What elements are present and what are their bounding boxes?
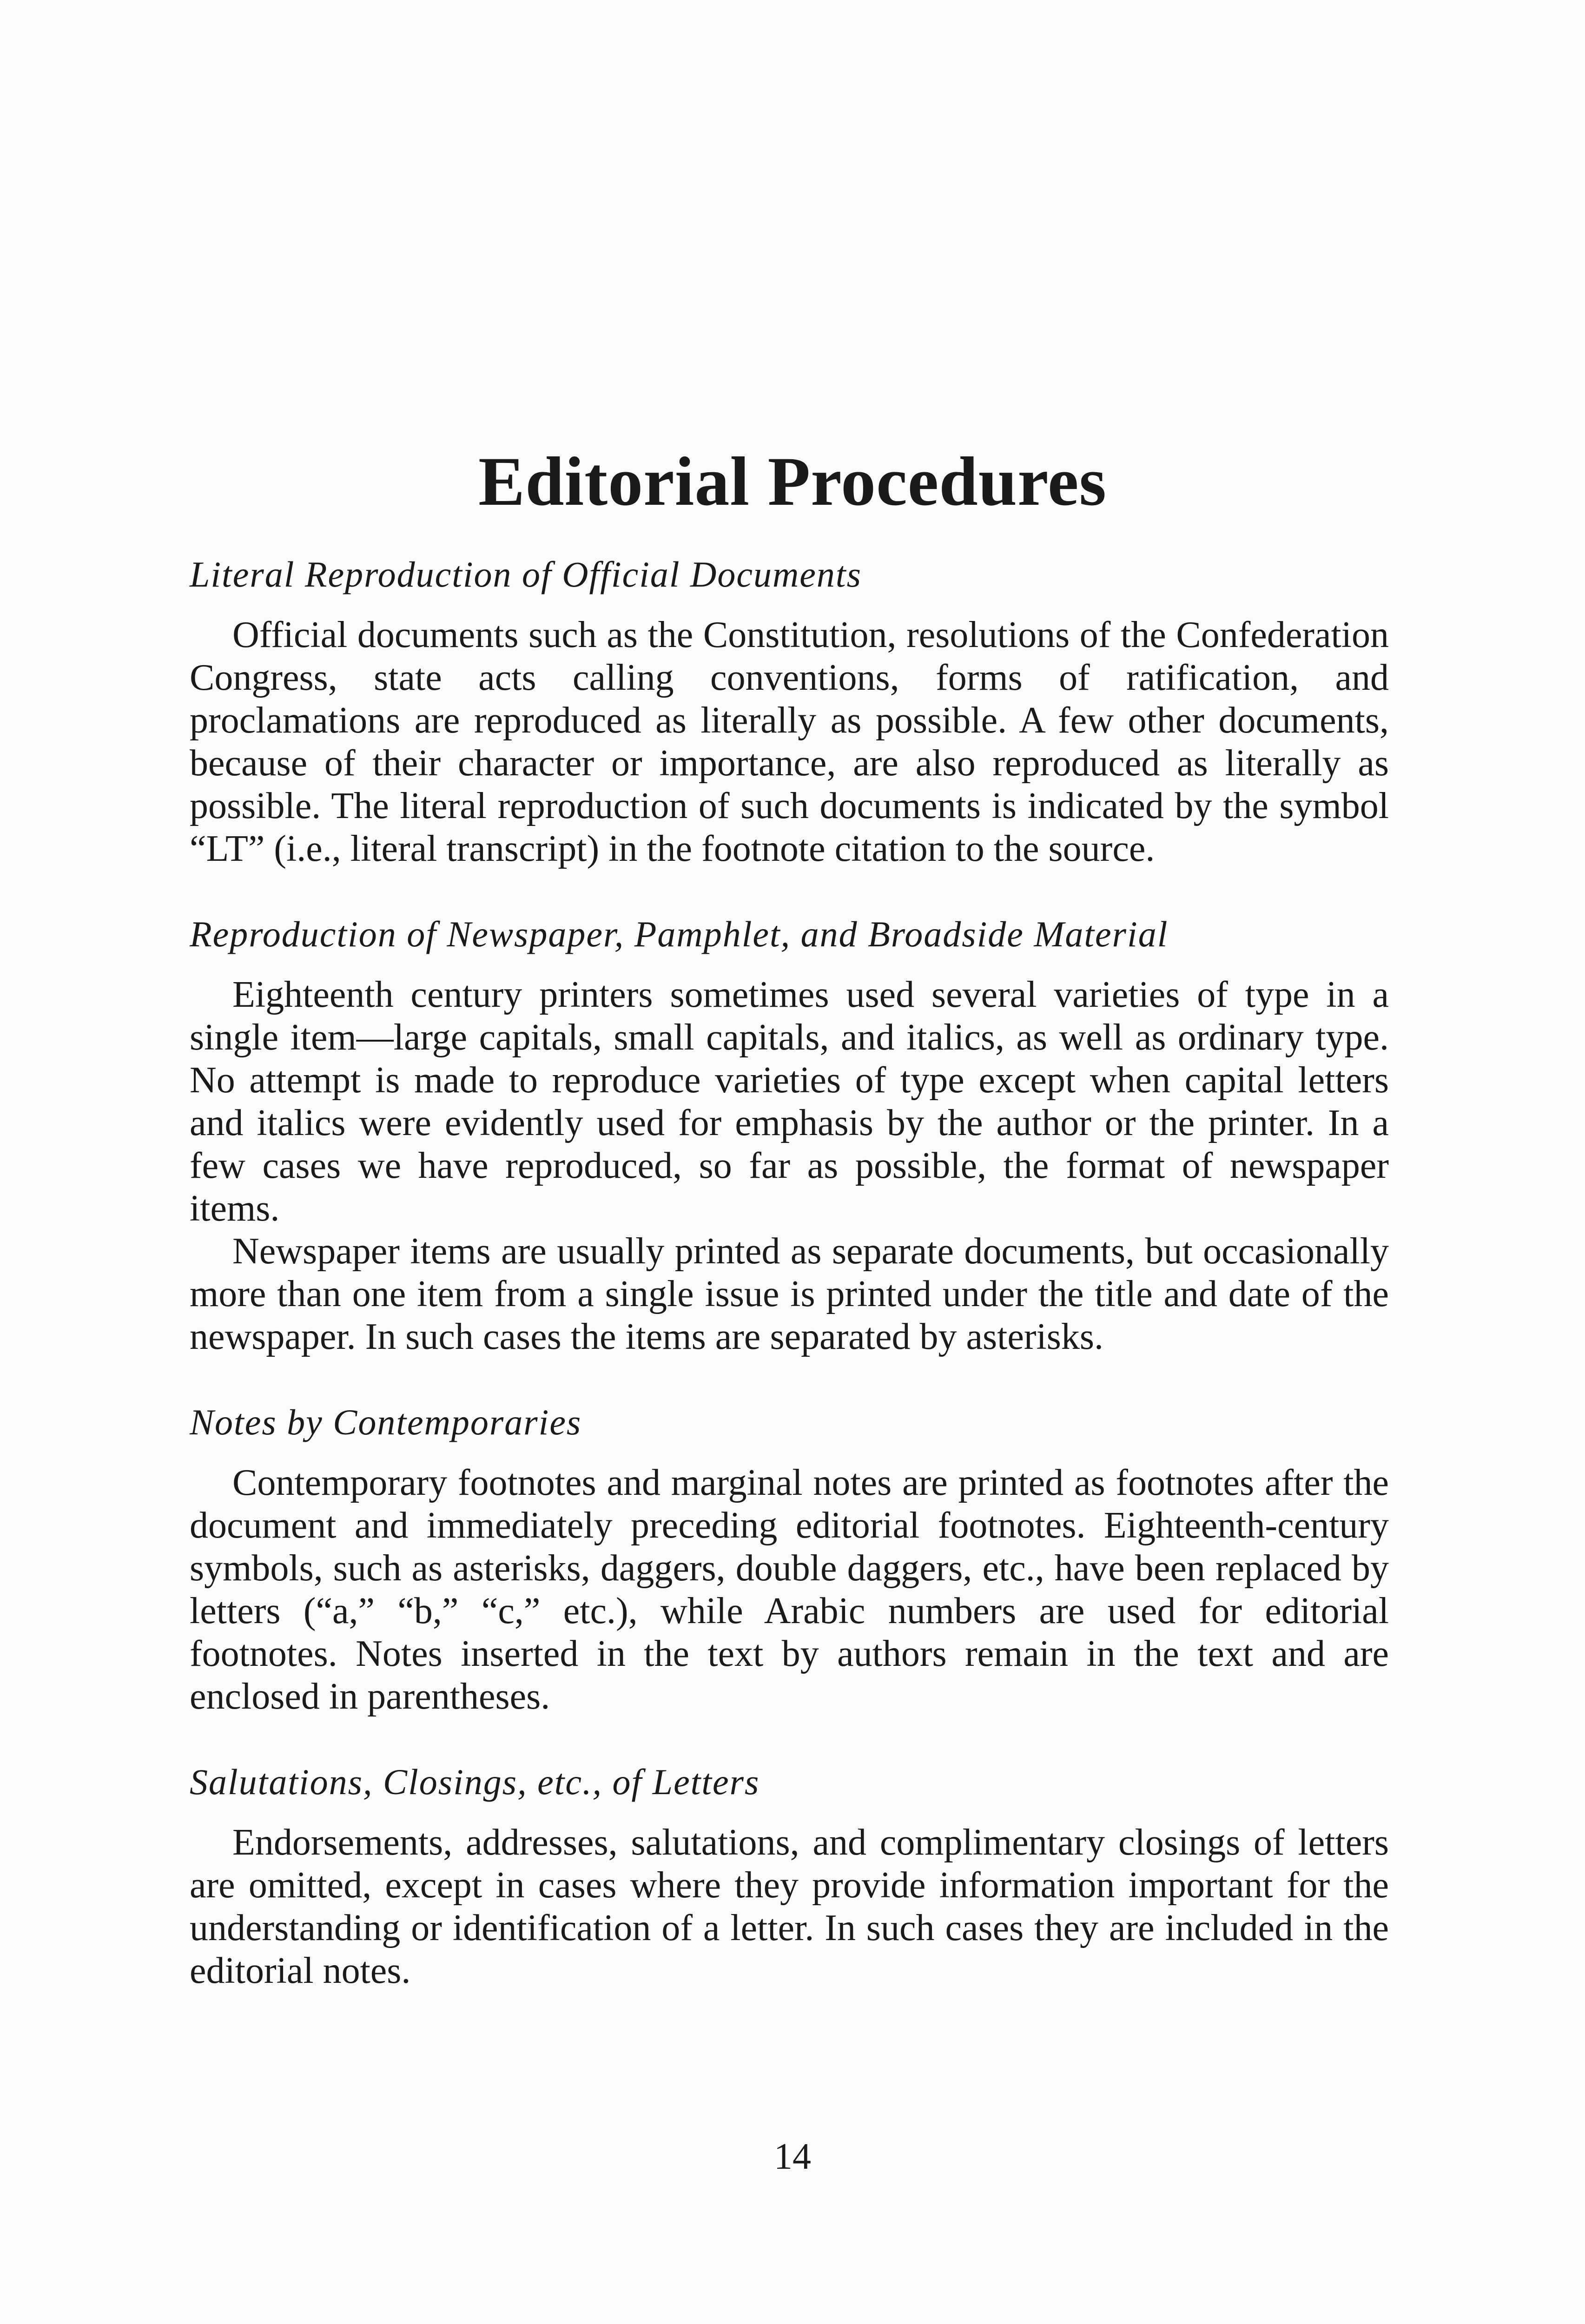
paragraph: Eighteenth century printers sometimes used several varieties of type in a single item—large capitals, small capitals, and italics, as well as ordinary type. No attempt is made to reproduce varieties of type except when capital letters and italics were evidently used for emphasis by the author or the printer. In a few cases we have reproduced, so far as possible, the format of newspaper items. xyxy=(190,974,1389,1229)
paragraph: Newspaper items are usually printed as separate documents, but occasionally more than one item from a single issue is printed under the title and date of the newspaper. In such cases the items are separated by asterisks. xyxy=(190,1231,1389,1357)
page-number: 14 xyxy=(774,2136,811,2177)
section-heading: Notes by Contemporaries xyxy=(190,1402,582,1442)
document-body xyxy=(190,553,1389,2035)
section-salutations-closings xyxy=(190,1761,1389,1992)
section-heading: Reproduction of Newspaper, Pamphlet, and Broadside Material xyxy=(190,914,1169,954)
section-literal-reproduction xyxy=(190,553,1389,870)
page-title: Editorial Procedures xyxy=(478,442,1107,520)
section-newspaper-reproduction xyxy=(190,913,1389,1358)
paragraph: Contemporary footnotes and marginal notes are printed as footnotes after the document and immediately preceding editorial footnotes. Eighteenth-century symbols, such as asterisks, daggers, double daggers, etc., have been replaced by letters (“a,” “b,” “c,” etc.), while Arabic numbers are used for editorial footnotes. Notes inserted in the text by authors remain in the text and are enclosed in parentheses. xyxy=(190,1462,1389,1717)
paragraph: Official documents such as the Constitution, resolutions of the Confederation Congress, state acts calling conventions, forms of ratification, and proclamations are reproduced as literally as possible. A few other documents, because of their character or importance, are also reproduced as literally as possible. The literal reproduction of such documents is indicated by the symbol “LT” (i.e., literal transcript) in the footnote citation to the source. xyxy=(190,614,1389,869)
section-heading: Salutations, Closings, etc., of Letters xyxy=(190,1762,760,1802)
paragraph: Endorsements, addresses, salutations, and complimentary closings of letters are omitted, except in cases where they provide information important for the understanding or identification of a letter. In such cases they are included in the editorial notes. xyxy=(190,1822,1389,1991)
section-notes-by-contemporaries xyxy=(190,1401,1389,1718)
section-heading: Literal Reproduction of Official Documents xyxy=(190,554,862,594)
